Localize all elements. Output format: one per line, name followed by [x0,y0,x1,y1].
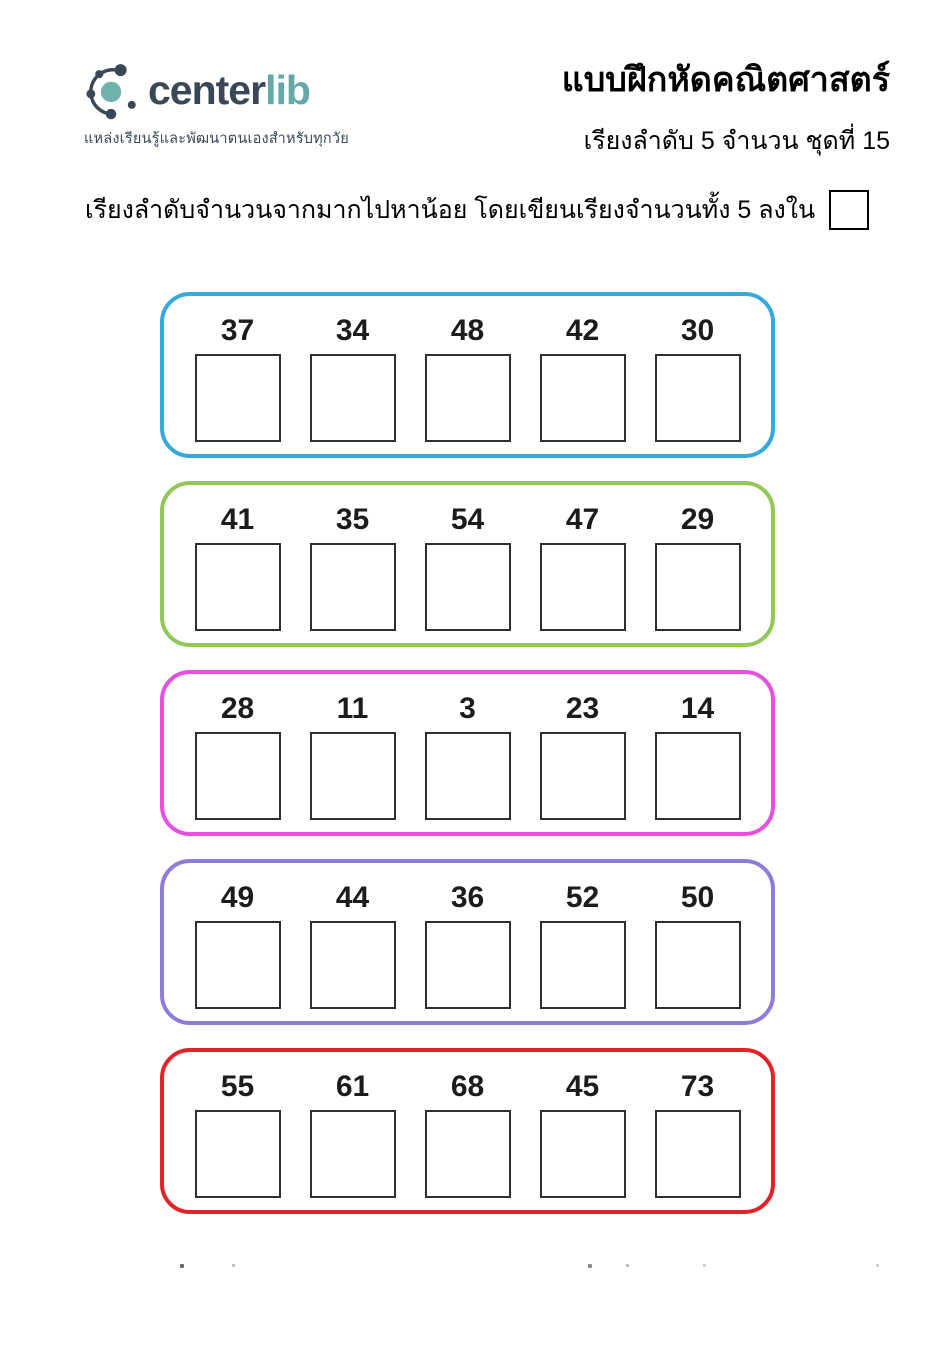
number-group-2 [160,481,775,647]
number-cell [410,875,525,1021]
number-cell [525,308,640,454]
answer-box[interactable] [310,732,396,820]
brand-wordmark [148,66,310,113]
brand-name-secondary: lib [265,66,310,113]
brand-name-primary: center [148,66,266,113]
number-label: 36 [450,881,485,914]
answer-box[interactable] [425,543,511,631]
answer-box[interactable] [195,921,281,1009]
number-cell [180,875,295,1021]
number-cell [525,686,640,832]
answer-box[interactable] [195,354,281,442]
number-label: 68 [450,1070,485,1103]
header-titles [562,58,890,161]
number-label: 34 [335,314,370,347]
number-cell [525,875,640,1021]
number-label: 42 [565,314,600,347]
answer-box[interactable] [655,732,741,820]
number-label: 73 [680,1070,715,1103]
answer-box[interactable] [655,1110,741,1198]
answer-box[interactable] [310,921,396,1009]
number-cell [640,497,755,643]
answer-box[interactable] [540,921,626,1009]
number-cell [295,308,410,454]
answer-box[interactable] [540,543,626,631]
instruction-example-square [829,190,869,230]
number-label: 37 [220,314,255,347]
number-cell [295,686,410,832]
answer-box[interactable] [425,1110,511,1198]
number-label: 55 [220,1070,255,1103]
number-label: 23 [565,692,600,725]
number-label: 49 [220,881,255,914]
instruction-line [85,190,869,230]
footer-marks [0,1264,951,1272]
number-label: 54 [450,503,485,536]
centerlib-dots-circle-logo-icon [84,60,142,120]
answer-box[interactable] [310,1110,396,1198]
number-cell [180,308,295,454]
number-cell [525,497,640,643]
answer-box[interactable] [540,732,626,820]
number-label: 14 [680,692,715,725]
number-group-1 [160,292,775,458]
page-subtitle: เรียงลำดับ 5 จำนวน ชุดที่ 15 [583,126,890,155]
number-groups [160,292,775,1237]
number-cell [295,875,410,1021]
number-label: 29 [680,503,715,536]
number-group-3 [160,670,775,836]
answer-box[interactable] [540,354,626,442]
number-cell [295,1064,410,1210]
answer-box[interactable] [540,1110,626,1198]
number-cell [410,686,525,832]
answer-box[interactable] [310,354,396,442]
answer-box[interactable] [425,354,511,442]
number-label: 61 [335,1070,370,1103]
number-cell [180,1064,295,1210]
number-label: 52 [565,881,600,914]
number-label: 50 [680,881,715,914]
number-cell [410,497,525,643]
number-group-5 [160,1048,775,1214]
answer-box[interactable] [425,732,511,820]
number-label: 30 [680,314,715,347]
answer-box[interactable] [655,921,741,1009]
answer-box[interactable] [655,543,741,631]
number-cell [180,497,295,643]
number-cell [640,686,755,832]
answer-box[interactable] [195,543,281,631]
number-label: 11 [336,692,369,725]
answer-box[interactable] [655,354,741,442]
page-title: แบบฝึกหัดคณิตศาสตร์ [561,61,890,99]
number-cell [525,1064,640,1210]
number-cell [640,875,755,1021]
number-label: 45 [565,1070,600,1103]
number-label: 44 [335,881,370,914]
answer-box[interactable] [425,921,511,1009]
number-label: 41 [220,503,255,536]
number-cell [410,1064,525,1210]
number-label: 48 [450,314,485,347]
answer-box[interactable] [195,732,281,820]
number-group-4 [160,859,775,1025]
instruction-text: เรียงลำดับจำนวนจากมากไปหาน้อย โดยเขียนเรียงจำนวนทั้ง 5 ลงใน [85,196,816,224]
number-cell [180,686,295,832]
number-cell [410,308,525,454]
number-label: 3 [459,692,476,725]
answer-box[interactable] [195,1110,281,1198]
number-label: 35 [335,503,370,536]
logo [84,60,349,150]
number-label: 28 [220,692,255,725]
number-cell [640,308,755,454]
number-cell [295,497,410,643]
number-cell [640,1064,755,1210]
answer-box[interactable] [310,543,396,631]
brand-tagline: แหล่งเรียนรู้และพัฒนาตนเองสำหรับทุกวัย [84,131,349,147]
number-label: 47 [565,503,600,536]
